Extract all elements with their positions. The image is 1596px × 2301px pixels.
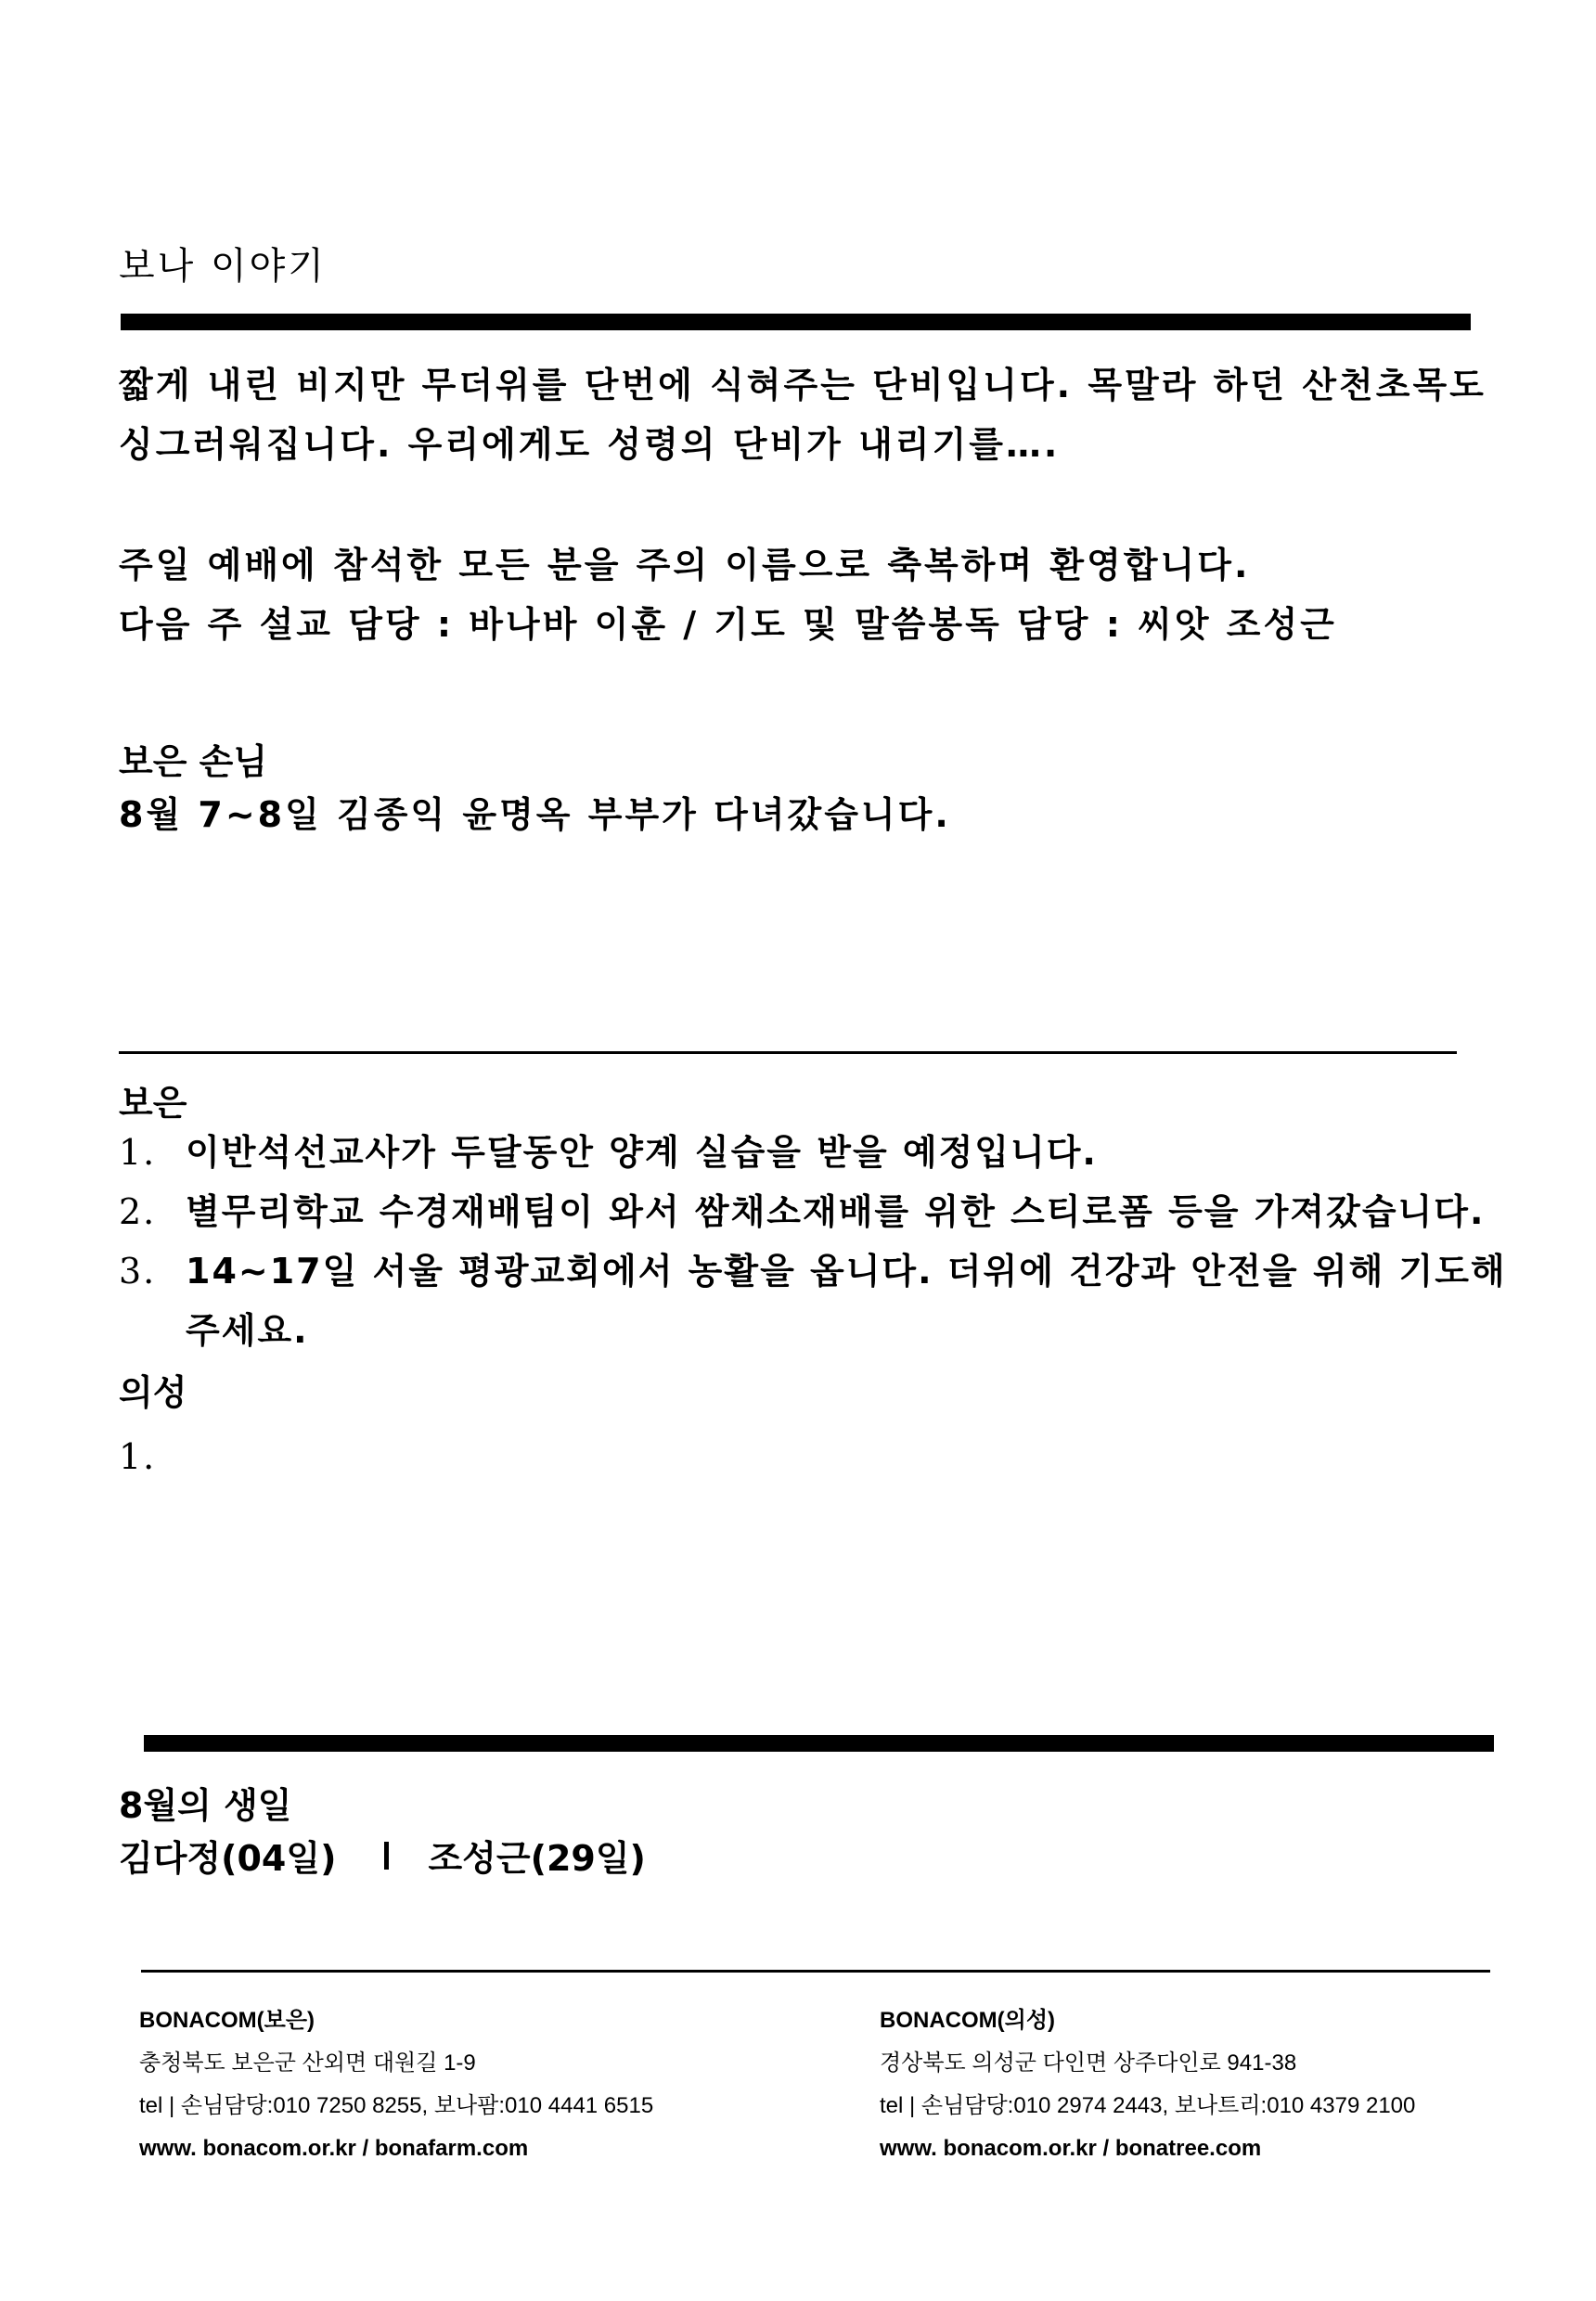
footer-org-name: BONACOM(보은) bbox=[139, 2008, 315, 2033]
list-item bbox=[119, 1241, 1507, 1301]
guests-heading: 보은 손님 bbox=[119, 741, 268, 782]
footer-org-name: BONACOM(의성) bbox=[880, 2008, 1056, 2033]
footer-website-link[interactable]: www. bonacom.or.kr / bonatree.com bbox=[880, 2136, 1262, 2161]
list-text: 주세요. bbox=[186, 1310, 309, 1351]
list-item bbox=[119, 1182, 1507, 1241]
section-divider bbox=[119, 1051, 1457, 1054]
list-text: 14~17일 서울 평광교회에서 농활을 옵니다. 더위에 건강과 안전을 위해 기도해 bbox=[186, 1251, 1507, 1292]
uiseong-heading: 의성 bbox=[119, 1372, 187, 1413]
birthday-divider bbox=[144, 1735, 1494, 1752]
list-item bbox=[119, 1301, 1507, 1360]
intro-paragraph bbox=[119, 355, 1487, 474]
birthday-separator bbox=[384, 1842, 389, 1870]
list-text: 별무리학교 수경재배팀이 와서 쌈채소재배를 위한 스티로폼 등을 가져갔습니다. bbox=[186, 1191, 1486, 1232]
list-text: 이반석선교사가 두달동안 양계 실습을 받을 예정입니다. bbox=[186, 1132, 1098, 1173]
footer-phone: tel | 손님담당:010 7250 8255, 보나팜:010 4441 6515 bbox=[139, 2093, 654, 2118]
list-number: 2. bbox=[119, 1191, 157, 1232]
list-item bbox=[119, 1123, 1507, 1182]
footer-divider bbox=[141, 1970, 1490, 1973]
birthday-list bbox=[119, 1830, 646, 1881]
footer-address: 충청북도 보은군 산외면 대원길 1-9 bbox=[139, 2050, 476, 2076]
intro-line: 싱그러워집니다. 우리에게도 성령의 단비가 내리기를…. bbox=[119, 424, 1061, 465]
boeun-heading: 보은 bbox=[119, 1083, 187, 1124]
welcome-paragraph bbox=[119, 535, 1337, 654]
boeun-news-list bbox=[119, 1123, 1507, 1360]
birthday-person: 김다정(04일) bbox=[119, 1838, 337, 1879]
header-divider bbox=[121, 314, 1471, 330]
footer-phone: tel | 손님담당:010 2974 2443, 보나트리:010 4379 2100 bbox=[880, 2093, 1416, 2118]
welcome-line: 주일 예배에 참석한 모든 분을 주의 이름으로 축복하며 환영합니다. bbox=[119, 545, 1251, 585]
list-item bbox=[119, 1427, 186, 1486]
footer-website-link[interactable]: www. bonacom.or.kr / bonafarm.com bbox=[139, 2136, 529, 2161]
intro-line: 짧게 내린 비지만 무더위를 단번에 식혀주는 단비입니다. 목말라 하던 산천초목도 bbox=[119, 365, 1487, 405]
footer-uiseong-contact bbox=[880, 1999, 1415, 2170]
preacher-line: 다음 주 설교 담당 : 바나바 이훈 / 기도 및 말씀봉독 담당 : 씨앗 조성근 bbox=[119, 604, 1337, 645]
list-number: 1. bbox=[119, 1132, 157, 1173]
list-number: 3. bbox=[119, 1251, 157, 1292]
birthday-person: 조성근(29일) bbox=[428, 1838, 646, 1879]
uiseong-news-list bbox=[119, 1427, 186, 1486]
list-number bbox=[119, 1301, 186, 1360]
footer-address: 경상북도 의성군 다인면 상주다인로 941-38 bbox=[880, 2050, 1297, 2076]
birthday-heading: 8월의 생일 bbox=[119, 1785, 292, 1826]
list-number: 1. bbox=[119, 1436, 157, 1477]
section-title: 보나 이야기 bbox=[119, 245, 327, 288]
footer-boeun-contact bbox=[139, 1999, 653, 2170]
guests-text: 8월 7~8일 김종익 윤명옥 부부가 다녀갔습니다. bbox=[119, 794, 951, 835]
